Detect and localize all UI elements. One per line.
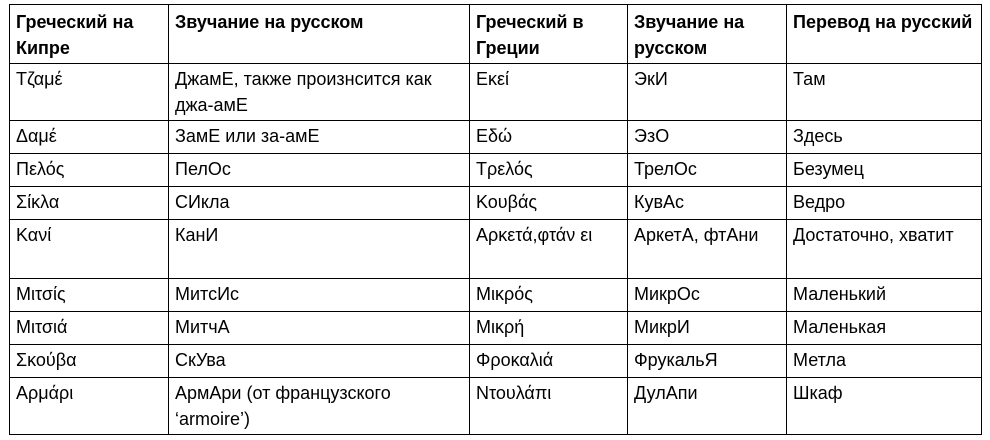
table-row bbox=[10, 220, 982, 279]
header-greek-greece: Греческий в Греции bbox=[470, 5, 628, 64]
cell-greek-greece: Κουβάς bbox=[470, 187, 628, 220]
cell-translation: Ведро bbox=[787, 187, 982, 220]
cell-sound-greece: АркетА, фтАни bbox=[628, 220, 787, 279]
table-body bbox=[10, 64, 982, 435]
cell-greek-greece: Ντουλάπι bbox=[470, 378, 628, 435]
cell-greek-greece: Αρκετά,φτάν ει bbox=[470, 220, 628, 279]
cell-sound-greece: ЭкИ bbox=[628, 64, 787, 121]
header-row bbox=[10, 5, 982, 64]
cell-greek-greece: Τρελός bbox=[470, 154, 628, 187]
cell-translation: Там bbox=[787, 64, 982, 121]
cell-sound-greece: КувАс bbox=[628, 187, 787, 220]
cell-translation: Шкаф bbox=[787, 378, 982, 435]
cell-translation: Здесь bbox=[787, 121, 982, 154]
cell-translation: Маленький bbox=[787, 279, 982, 312]
cell-greek-greece: Εδώ bbox=[470, 121, 628, 154]
cell-sound-cyprus: КанИ bbox=[169, 220, 470, 279]
cell-sound-cyprus: ЗамЕ или за-амЕ bbox=[169, 121, 470, 154]
table-row bbox=[10, 154, 982, 187]
cell-translation: Безумец bbox=[787, 154, 982, 187]
vocabulary-table bbox=[9, 4, 982, 435]
header-sound-russian-greece: Звучание на русском bbox=[628, 5, 787, 64]
cell-greek-cyprus: Δαμέ bbox=[10, 121, 169, 154]
header-translation-russian: Перевод на русский bbox=[787, 5, 982, 64]
cell-greek-cyprus: Μιτσίς bbox=[10, 279, 169, 312]
cell-greek-cyprus: Κανί bbox=[10, 220, 169, 279]
cell-sound-greece: ДулАпи bbox=[628, 378, 787, 435]
cell-sound-cyprus: АрмАри (от французского ‘armoire’) bbox=[169, 378, 470, 435]
table-row bbox=[10, 64, 982, 121]
cell-greek-cyprus: Αρμάρι bbox=[10, 378, 169, 435]
cell-sound-greece: МикрОс bbox=[628, 279, 787, 312]
cell-greek-cyprus: Σκούβα bbox=[10, 345, 169, 378]
cell-sound-greece: МикрИ bbox=[628, 312, 787, 345]
header-greek-cyprus: Греческий на Кипре bbox=[10, 5, 169, 64]
header-sound-russian-cyprus: Звучание на русском bbox=[169, 5, 470, 64]
cell-sound-greece: ТрелОс bbox=[628, 154, 787, 187]
cell-greek-cyprus: Σίκλα bbox=[10, 187, 169, 220]
table-row bbox=[10, 187, 982, 220]
cell-sound-greece: ФрукальЯ bbox=[628, 345, 787, 378]
table-row bbox=[10, 378, 982, 435]
table-row bbox=[10, 121, 982, 154]
cell-greek-greece: Μικρή bbox=[470, 312, 628, 345]
table-row bbox=[10, 312, 982, 345]
cell-greek-cyprus: Τζαμέ bbox=[10, 64, 169, 121]
cell-greek-greece: Μικρός bbox=[470, 279, 628, 312]
cell-sound-cyprus: МитсИс bbox=[169, 279, 470, 312]
cell-translation: Достаточно, хватит bbox=[787, 220, 982, 279]
cell-greek-cyprus: Μιτσιά bbox=[10, 312, 169, 345]
cell-translation: Метла bbox=[787, 345, 982, 378]
cell-sound-cyprus: СИкла bbox=[169, 187, 470, 220]
cell-sound-cyprus: ПелОс bbox=[169, 154, 470, 187]
cell-sound-greece: ЭзО bbox=[628, 121, 787, 154]
table-row bbox=[10, 279, 982, 312]
cell-greek-greece: Εκεί bbox=[470, 64, 628, 121]
cell-sound-cyprus: МитчА bbox=[169, 312, 470, 345]
cell-greek-greece: Φροκαλιά bbox=[470, 345, 628, 378]
table-header bbox=[10, 5, 982, 64]
cell-greek-cyprus: Πελός bbox=[10, 154, 169, 187]
cell-translation: Маленькая bbox=[787, 312, 982, 345]
table-row bbox=[10, 345, 982, 378]
cell-sound-cyprus: ДжамЕ, также произнсится как джа-амЕ bbox=[169, 64, 470, 121]
cell-sound-cyprus: СкУва bbox=[169, 345, 470, 378]
